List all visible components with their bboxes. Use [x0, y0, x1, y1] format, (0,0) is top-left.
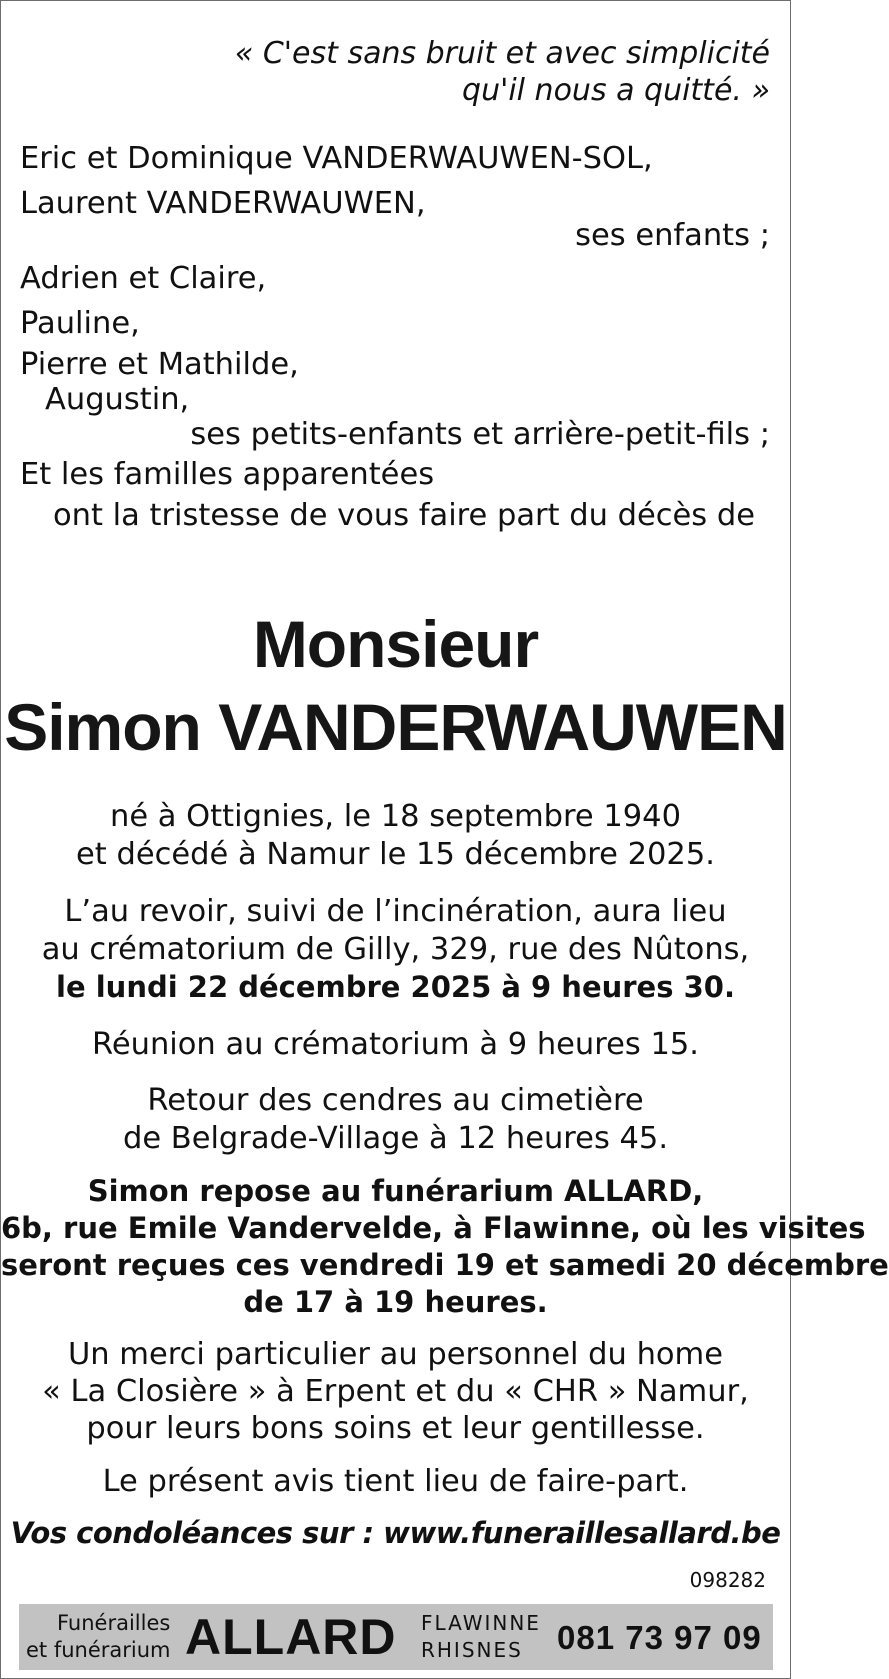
visits-line-4: de 17 à 19 heures.: [243, 1285, 548, 1319]
banner-brand-logo: ALLARD: [185, 1609, 397, 1665]
announcement-line: ont la tristesse de vous faire part du décès de: [53, 498, 756, 533]
children-label: ses enfants ;: [575, 218, 770, 253]
ashes-line-1: Retour des cendres au cimetière: [147, 1083, 644, 1118]
grandchild-1: Adrien et Claire,: [20, 261, 267, 296]
banner-location-1: FLAWINNE: [421, 1611, 541, 1635]
relatives-line: Et les familles apparentées: [20, 457, 435, 492]
ceremony-date: le lundi 22 décembre 2025 à 9 heures 30.: [56, 970, 735, 1004]
banner-phone: 081 73 97 09: [557, 1619, 762, 1656]
ceremony-line-1: L’au revoir, suivi de l’incinération, aura lieu: [64, 894, 727, 929]
thanks-line-1: Un merci particulier au personnel du home: [67, 1337, 724, 1372]
deceased-name: Simon VANDERWAUWEN: [4, 690, 787, 764]
visits-line-3: seront reçues ces vendredi 19 et samedi 20 décembre: [1, 1248, 889, 1282]
grandchildren-label: ses petits-enfants et arrière-petit-fils ;: [190, 417, 770, 452]
funeral-home-banner: [19, 1604, 773, 1670]
deceased-title: Monsieur: [252, 607, 539, 681]
death-line: et décédé à Namur le 15 décembre 2025.: [76, 837, 715, 872]
quote-line-1: « C'est sans bruit et avec simplicité: [234, 36, 770, 71]
reference-number: 098282: [689, 1568, 766, 1592]
birth-line: né à Ottignies, le 18 septembre 1940: [110, 799, 681, 834]
grandchild-2: Pauline,: [20, 306, 140, 341]
visits-line-2: 6b, rue Emile Vandervelde, à Flawinne, où les visites: [1, 1211, 866, 1245]
visits-line-1: Simon repose au funérarium ALLARD,: [87, 1174, 704, 1208]
reunion-line: Réunion au crématorium à 9 heures 15.: [92, 1027, 699, 1062]
condolences-line: Vos condoléances sur : www.funeraillesallard.be: [10, 1516, 781, 1550]
banner-line-2: et funérarium: [26, 1638, 171, 1662]
ashes-line-2: de Belgrade-Village à 12 heures 45.: [122, 1121, 669, 1156]
banner-line-1: Funérailles: [57, 1611, 171, 1635]
child-2: Laurent VANDERWAUWEN,: [20, 186, 426, 221]
quote-line-2: qu'il nous a quitté. »: [462, 73, 770, 108]
ceremony-line-2: au crématorium de Gilly, 329, rue des Nûtons,: [41, 932, 750, 967]
child-1: Eric et Dominique VANDERWAUWEN-SOL,: [20, 141, 653, 176]
grandchild-3: Pierre et Mathilde,: [20, 347, 299, 382]
thanks-line-3: pour leurs bons soins et leur gentillesse.: [86, 1411, 705, 1446]
banner-location-2: RHISNES: [421, 1638, 523, 1662]
thanks-line-2: « La Closière » à Erpent et du « CHR » Namur,: [42, 1374, 749, 1409]
great-grandchild: Augustin,: [45, 382, 190, 417]
notice-line: Le présent avis tient lieu de faire-part.: [102, 1464, 689, 1499]
